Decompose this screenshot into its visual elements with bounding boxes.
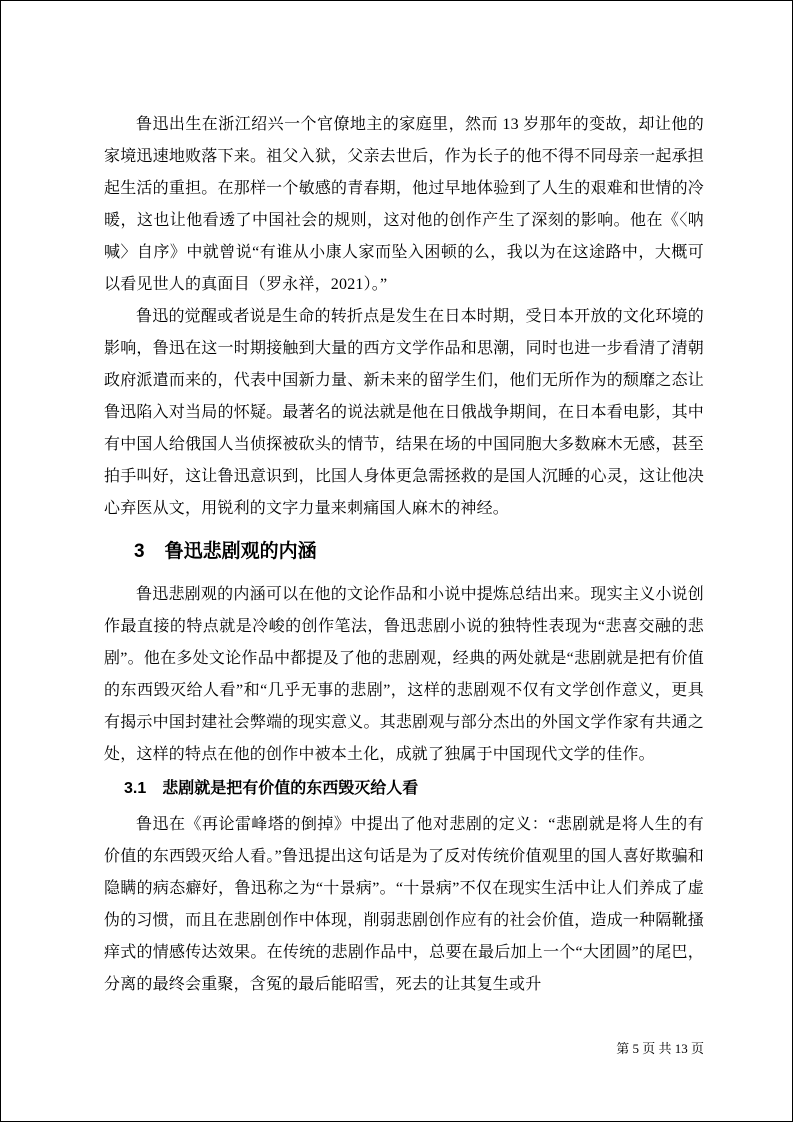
paragraph-tragedy-view-overview: 鲁迅悲剧观的内涵可以在他的文论作品和小说中提炼总结出来。现实主义小说创作最直接的特点就是冷峻的创作笔法，鲁迅悲剧小说的独特性表现为“悲喜交融的悲剧”。他在多处文论作品中都提及了他的悲剧观，经典的两处就是“悲剧就是把有价值的东西毁灭给人看”和“几乎无事的悲剧”，这样的悲剧观不仅有文学创作意义，更具有揭示中国封建社会弊端的现实意义。其悲剧观与部分杰出的外国文学作家有共通之处，这样的特点在他的创作中被本土化，成就了独属于中国现代文学的佳作。 — [104, 586, 704, 763]
paragraph-tragedy-definition: 鲁迅在《再论雷峰塔的倒掉》中提出了他对悲剧的定义：“悲剧就是将人生的有价值的东西毁灭给人看。”鲁迅提出这句话是为了反对传统价值观里的国人喜好欺骗和隐瞒的病态癖好，鲁迅称之为“十景病”。“十景病”不仅在现实生活中让人们养成了虚伪的习惯，而且在悲剧创作中体现，削弱悲剧创作应有的社会价值，造成一种隔靴搔痒式的情感传达效果。在传统的悲剧作品中，总要在最后加上一个“大团圆”的尾巴，分离的最终会重聚，含冤的最后能昭雪，死去的让其复生或升 — [104, 816, 704, 993]
section-title: 鲁迅悲剧观的内涵 — [164, 541, 317, 562]
page-number-footer — [616, 1041, 704, 1057]
page-content — [1, 1, 792, 1001]
subsection-heading-3-1 — [124, 777, 704, 801]
section-number: 3 — [134, 541, 145, 562]
subsection-title: 悲剧就是把有价值的东西毁灭给人看 — [162, 780, 419, 797]
page-number-label: 第 5 页 共 13 页 — [616, 1041, 704, 1056]
subsection-number: 3.1 — [124, 780, 147, 797]
section-heading-3 — [134, 538, 704, 566]
paragraph-luxun-awakening-japan: 鲁迅的觉醒或者说是生命的转折点是发生在日本时期，受日本开放的文化环境的影响，鲁迅在这一时期接触到大量的西方文学作品和思潮，同时也进一步看清了清朝政府派遣而来的，代表中国新力量、新未来的留学生们，他们无所作为的颓靡之态让鲁迅陷入对当局的怀疑。最著名的说法就是他在日俄战争期间，在日本看电影，其中有中国人给俄国人当侦探被砍头的情节，结果在场的中国同胞大多数麻木无感，甚至拍手叫好，这让鲁迅意识到，比国人身体更急需拯救的是国人沉睡的心灵，这让他决心弃医从文，用锐利的文字力量来刺痛国人麻木的神经。 — [104, 308, 704, 517]
paragraph-luxun-family-background: 鲁迅出生在浙江绍兴一个官僚地主的家庭里，然而 13 岁那年的变故，却让他的家境迅速地败落下来。祖父入狱，父亲去世后，作为长子的他不得不同母亲一起承担起生活的重担。在那样一个敏感的青春期，他过早地体验到了人生的艰难和世情的冷暖，这也让他看透了中国社会的规则，这对他的创作产生了深刻的影响。他在《〈呐喊〉自序》中就曾说“有谁从小康人家而坠入困顿的么，我以为在这途路中，大概可以看见世人的真面目（罗永祥，2021）。” — [104, 116, 704, 293]
